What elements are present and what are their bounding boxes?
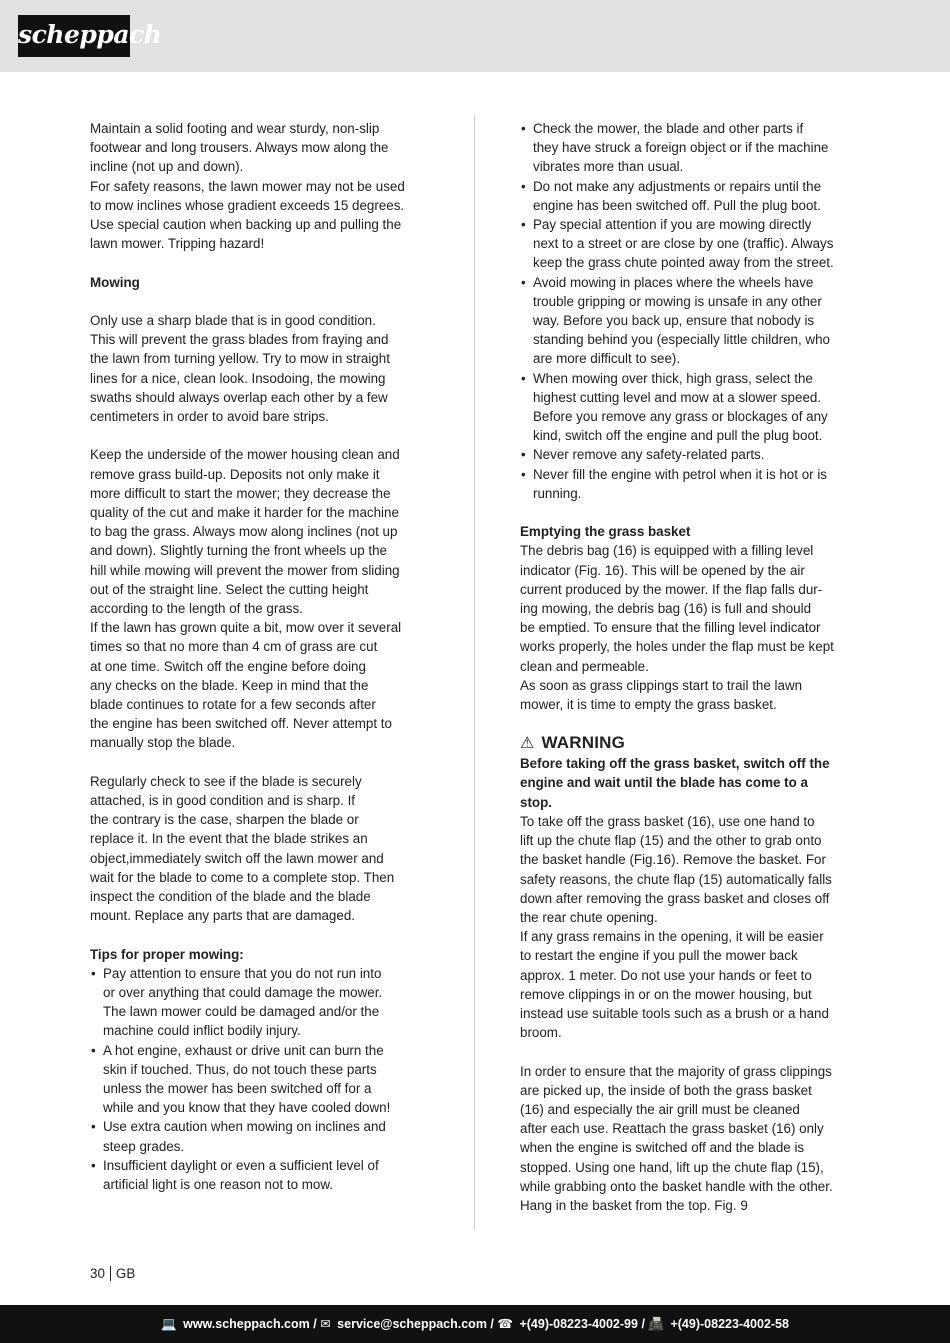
warning-heading: ⚠ WARNING	[520, 733, 626, 753]
list-item: • Never remove any safety-related parts.	[520, 445, 862, 464]
page-footer: 💻 www.scheppach.com / ✉ service@scheppach.com / ☎ +(49)-08223-4002-99 / 📠 +(49)-08223-4002-58	[0, 1305, 950, 1343]
list-item: • Never fill the engine with petrol when it is hot or is running.	[520, 465, 862, 503]
website-link[interactable]: www.scheppach.com	[183, 1317, 310, 1331]
safety-bullet-list	[520, 119, 862, 503]
fax-icon: 📠	[648, 1317, 664, 1331]
list-item: • Use extra caution when mowing on inclines and steep grades.	[90, 1117, 432, 1155]
intro-paragraph: Maintain a solid footing and wear sturdy, non-slip footwear and long trousers. Always mow along the incline (not up and down). For safety reasons, the lawn mower may not be used to mow inclines whose gradient exceeds 15 degrees. Use special caution when backing up and pulling the lawn mower. Tripping hazard!	[90, 121, 405, 252]
list-item: • A hot engine, exhaust or drive unit can burn the skin if touched. Thus, do not touch these parts unless the mower has been switched off for a while and you know that they have cooled down!	[90, 1041, 432, 1118]
right-column	[520, 119, 862, 1215]
phone-number: +(49)-08223-4002-99	[519, 1317, 638, 1331]
scheppach-logo: scheppach	[18, 15, 130, 57]
emptying-heading: Emptying the grass basket	[520, 524, 691, 540]
page-number: 30 GB	[90, 1266, 136, 1281]
computer-icon: 💻	[161, 1317, 177, 1331]
list-item: • Avoid mowing in places where the wheels have trouble gripping or mowing is unsafe in any other way. Before you back up, ensure that nobody is standing behind you (especially little children, who are more difficult to see).	[520, 273, 862, 369]
basket-cleaning-paragraph: In order to ensure that the majority of grass clippings are picked up, the inside of both the grass basket (16) and especially the air grill must be cleaned after each use. Reattach the grass basket (16) only when the engine is switched off and the blade is stopped. Using one hand, lift up the chute flap (15), while grabbing onto the basket handle with the other. Hang in the basket from the top. Fig. 9	[520, 1063, 833, 1213]
mowing-paragraph-3: Regularly check to see if the blade is securely attached, is in good condition and is sharp. If the contrary is the case, sharpen the blade or replace it. In the event that the blade strikes an object,immediately switch off the lawn mower and wait for the blade to come to a complete stop. Then inspect the condition of the blade and the blade mount. Replace any parts that are damaged.	[90, 773, 395, 924]
email-link[interactable]: service@scheppach.com	[337, 1317, 487, 1331]
list-item: • When mowing over thick, high grass, select the highest cutting level and mow at a slower speed. Before you remove any grass or blockages of any kind, switch off the engine and pull the plug boot.	[520, 369, 862, 446]
list-item: • Check the mower, the blade and other parts if they have struck a foreign object or if the machine vibrates more than usual.	[520, 119, 862, 177]
tips-heading: Tips for proper mowing:	[90, 946, 244, 962]
tips-list	[90, 964, 432, 1194]
mowing-paragraph-1: Only use a sharp blade that is in good condition. This will prevent the grass blades from fraying and the lawn from turning yellow. Try to mow in straight lines for a nice, clean look. Insodoing, the mowing swaths should always overlap each other by a few centimeters in order to avoid bare strips.	[90, 313, 390, 425]
list-item: • Insufficient daylight or even a sufficient level of artificial light is one reason not to mow.	[90, 1156, 432, 1194]
emptying-paragraph: The debris bag (16) is equipped with a filling level indicator (Fig. 16). This will be opened by the air current produced by the mower. If the flap falls dur- ing mowing, the debris bag (16) is full and should be emptied. To ensure that the filling level indicator works properly, the holes under the flap must be kept clean and permeable. As soon as grass clippings start to trail the lawn mower, it is time to empty the grass basket.	[520, 543, 834, 713]
column-divider	[474, 115, 475, 1230]
left-column	[90, 119, 432, 1194]
warning-bold-text: Before taking off the grass basket, switch off the engine and wait until the blade has come to a stop.	[520, 756, 830, 810]
mowing-paragraph-2: Keep the underside of the mower housing clean and remove grass build-up. Deposits not only make it more difficult to start the mower; they decrease the quality of the cut and make it harder for the machine to bag the grass. Always mow along inclines (not up and down). Slightly turning the front wheels up the hill while mowing will prevent the mower from sliding out of the straight line. Select the cutting height according to the length of the grass. If the lawn has grown quite a bit, mow over it several times so that no more than 4 cm of grass are cut at one time. Switch off the engine before doing any checks on the blade. Keep in mind that the blade continues to rotate for a few seconds after the engine has been switched off. Never attempt to manually stop the blade.	[90, 447, 402, 751]
list-item: • Pay attention to ensure that you do not run into or over anything that could damage the mower. The lawn mower could be damaged and/or the machine could inflict bodily injury.	[90, 964, 432, 1041]
mowing-heading: Mowing	[90, 274, 140, 290]
list-item: • Do not make any adjustments or repairs until the engine has been switched off. Pull the plug boot.	[520, 177, 862, 215]
fax-number: +(49)-08223-4002-58	[670, 1317, 789, 1331]
mail-icon: ✉	[320, 1317, 331, 1331]
phone-icon: ☎	[497, 1317, 513, 1331]
list-item: • Pay special attention if you are mowing directly next to a street or are close by one (traffic). Always keep the grass chute pointed away from the street.	[520, 215, 862, 273]
warning-paragraph: To take off the grass basket (16), use one hand to lift up the chute flap (15) and the other to grab onto the basket handle (Fig.16). Remove the basket. For safety reasons, the chute flap (15) automatically falls down after removing the grass basket and closes off the rear chute opening. If any grass remains in the opening, it will be easier to restart the engine if you pull the mower back approx. 1 meter. Do not use your hands or feet to remove clippings in or on the mower housing, but instead use suitable tools such as a brush or a hand broom.	[520, 813, 832, 1041]
warning-triangle-icon: ⚠	[520, 735, 535, 753]
page-header	[0, 0, 950, 72]
